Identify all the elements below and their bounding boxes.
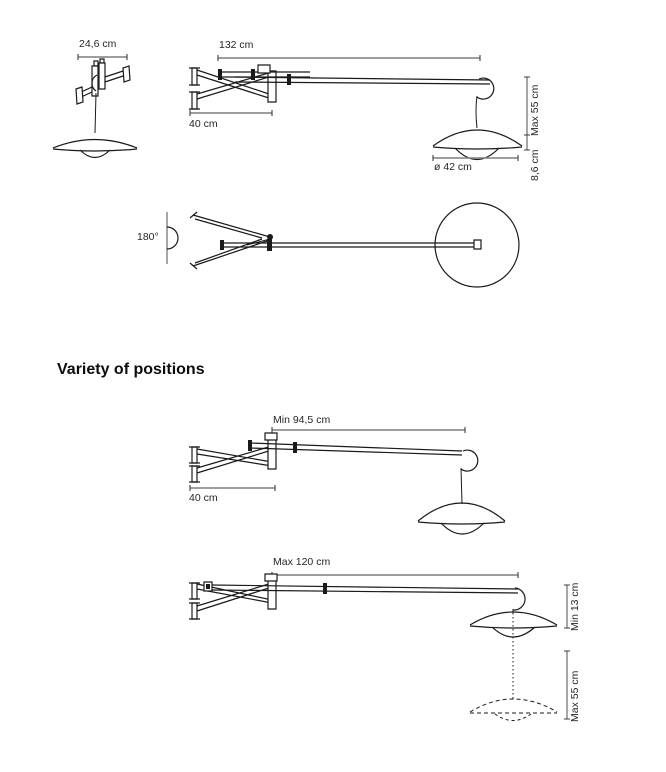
top-view-drawing [130,195,530,300]
min-wall-arm-label: 40 cm [189,492,218,504]
side-max-drop-label: Max 55 cm [529,84,541,136]
side-wall-arm-label: 40 cm [189,118,218,130]
side-view-drawing [185,35,545,180]
top-view-figure [130,195,530,300]
max-min-drop-label: Min 13 cm [569,582,581,631]
max-reach-label: Max 120 cm [273,556,331,568]
side-shade-height-label: 8,6 cm [529,149,541,181]
section-heading: Variety of positions [57,361,205,378]
side-view-figure [185,35,545,180]
side-reach-label: 132 cm [219,39,254,51]
max-position-drawing [185,555,585,735]
min-position-drawing [185,405,515,540]
min-reach-label: Min 94,5 cm [273,414,331,426]
max-position-figure [185,555,585,735]
front-width-label: 24,6 cm [79,38,117,50]
rotation-angle-label: 180° [137,231,159,243]
min-position-figure [185,405,515,540]
side-diameter-label: ø 42 cm [434,161,472,173]
front-view-figure [40,30,160,165]
max-max-drop-label: Max 55 cm [569,670,581,722]
front-view-drawing [40,30,160,165]
